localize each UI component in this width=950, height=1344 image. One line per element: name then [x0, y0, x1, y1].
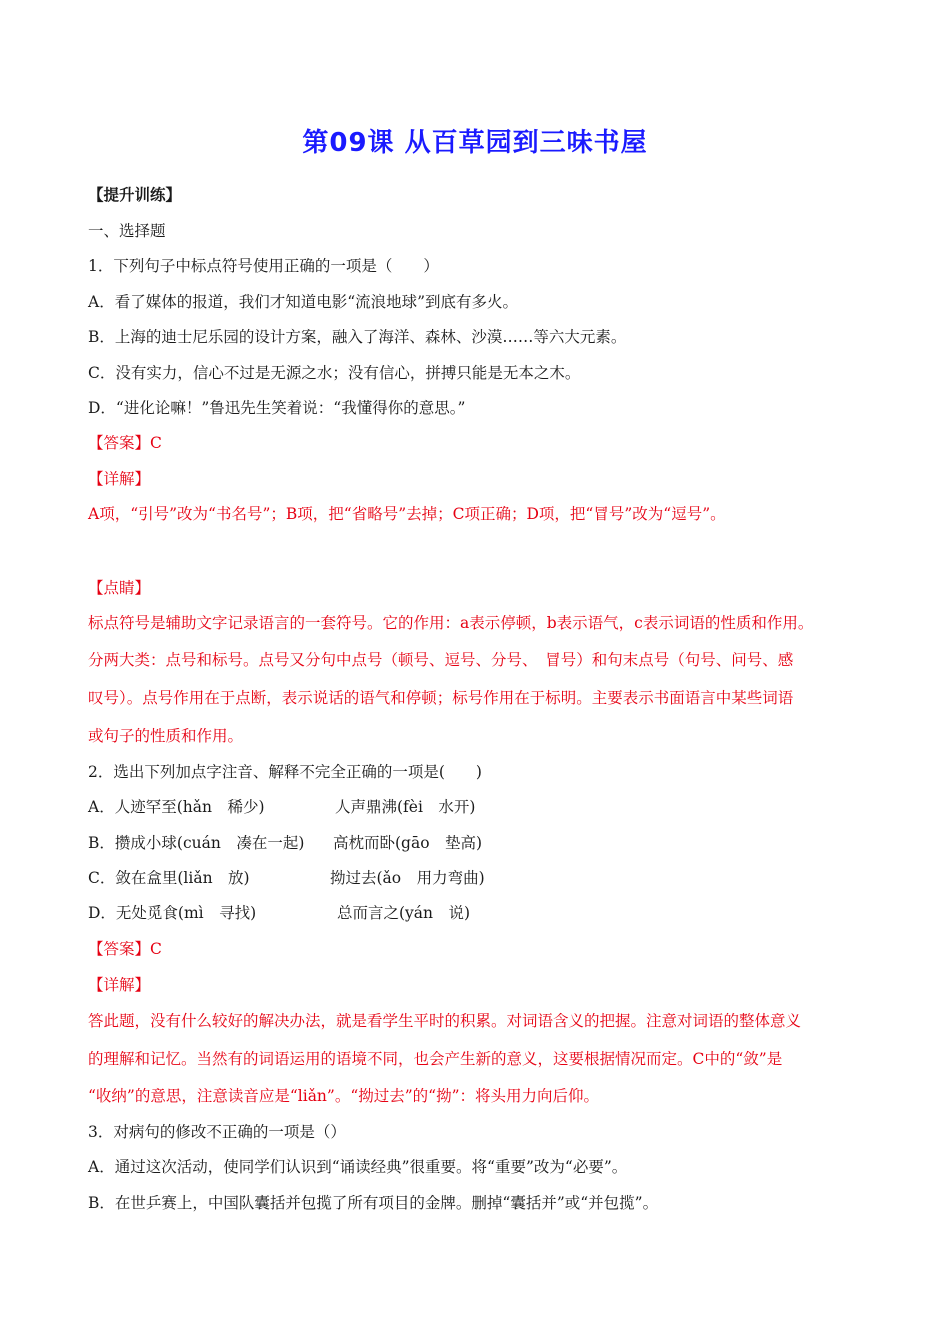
q3-stem: 3．对病句的修改不正确的一项是（）: [88, 1123, 346, 1141]
q2-option-b-right: 高枕而卧(gāo 垫高): [333, 834, 483, 852]
q2-stem: 2．选出下列加点字注音、解释不完全正确的一项是( ): [88, 763, 482, 781]
q1-detail-label: 【详解】: [88, 470, 151, 488]
q1-tip-line-2: 分两大类：点号和标号。点号又分句中点号（顿号、逗号、分号、 冒号）和句末点号（句号、问号、感: [88, 651, 794, 669]
q2-option-c-left: C．敛在盒里(liǎn 放): [88, 869, 250, 887]
section-heading: 【提升训练】: [88, 185, 182, 204]
q1-option-c: C．没有实力，信心不过是无源之水；没有信心，拼搏只能是无本之木。: [88, 364, 581, 382]
q1-option-a: A．看了媒体的报道，我们才知道电影“流浪地球”到底有多火。: [88, 293, 519, 311]
part-heading: 一、选择题: [88, 222, 166, 240]
q1-tip-label: 【点睛】: [88, 579, 151, 597]
q1-tip-line-3: 叹号）。点号作用在于点断，表示说话的语气和停顿；标号作用在于标明。主要表示书面语言中某些词语: [88, 689, 794, 707]
q1-stem: 1．下列句子中标点符号使用正确的一项是（ ）: [88, 257, 439, 275]
page-title: 第09课 从百草园到三味书屋: [302, 128, 648, 158]
q3-option-a: A．通过这次活动，使同学们认识到“诵读经典”很重要。将“重要”改为“必要”。: [88, 1158, 628, 1176]
q2-option-b-left: B．攒成小球(cuán 凑在一起): [88, 834, 305, 852]
q2-option-d-left: D．无处觅食(mì 寻找): [88, 904, 257, 922]
q1-detail-text: A项，“引号”改为“书名号”；B项，把“省略号”去掉；C项正确；D项，把“冒号”改为“逗号”。: [88, 505, 726, 523]
q2-option-c-right: 拗过去(ǎo 用力弯曲): [330, 869, 485, 887]
q2-option-a-left: A．人迹罕至(hǎn 稀少): [88, 798, 265, 816]
q2-detail-line-3: “收纳”的意思，注意读音应是“liǎn”。“拗过去”的“拗”：将头用力向后仰。: [88, 1087, 600, 1105]
q3-option-b: B．在世乒赛上，中国队囊括并包揽了所有项目的金牌。删掉“囊括并”或“并包揽”。: [88, 1194, 659, 1212]
q1-tip-line-4: 或句子的性质和作用。: [88, 727, 244, 745]
q2-detail-line-1: 答此题，没有什么较好的解决办法，就是看学生平时的积累。对词语含义的把握。注意对词语的整体意义: [88, 1012, 802, 1030]
q1-option-d: D．“进化论嘛！”鲁迅先生笑着说：“我懂得你的意思。”: [88, 399, 466, 417]
q2-detail-line-2: 的理解和记忆。当然有的词语运用的语境不同，也会产生新的意义，这要根据情况而定。C中的“敛”是: [88, 1050, 783, 1068]
q2-detail-label: 【详解】: [88, 976, 151, 994]
q2-option-a-right: 人声鼎沸(fèi 水开): [335, 798, 476, 816]
q1-tip-line-1: 标点符号是辅助文字记录语言的一套符号。它的作用：a表示停顿，b表示语气，c表示词语的性质和作用。: [88, 614, 814, 632]
q1-answer: 【答案】C: [88, 434, 162, 452]
q1-option-b: B．上海的迪士尼乐园的设计方案，融入了海洋、森林、沙漠……等六大元素。: [88, 328, 627, 346]
q2-answer: 【答案】C: [88, 940, 162, 958]
q2-option-d-right: 总而言之(yán 说): [337, 904, 471, 922]
